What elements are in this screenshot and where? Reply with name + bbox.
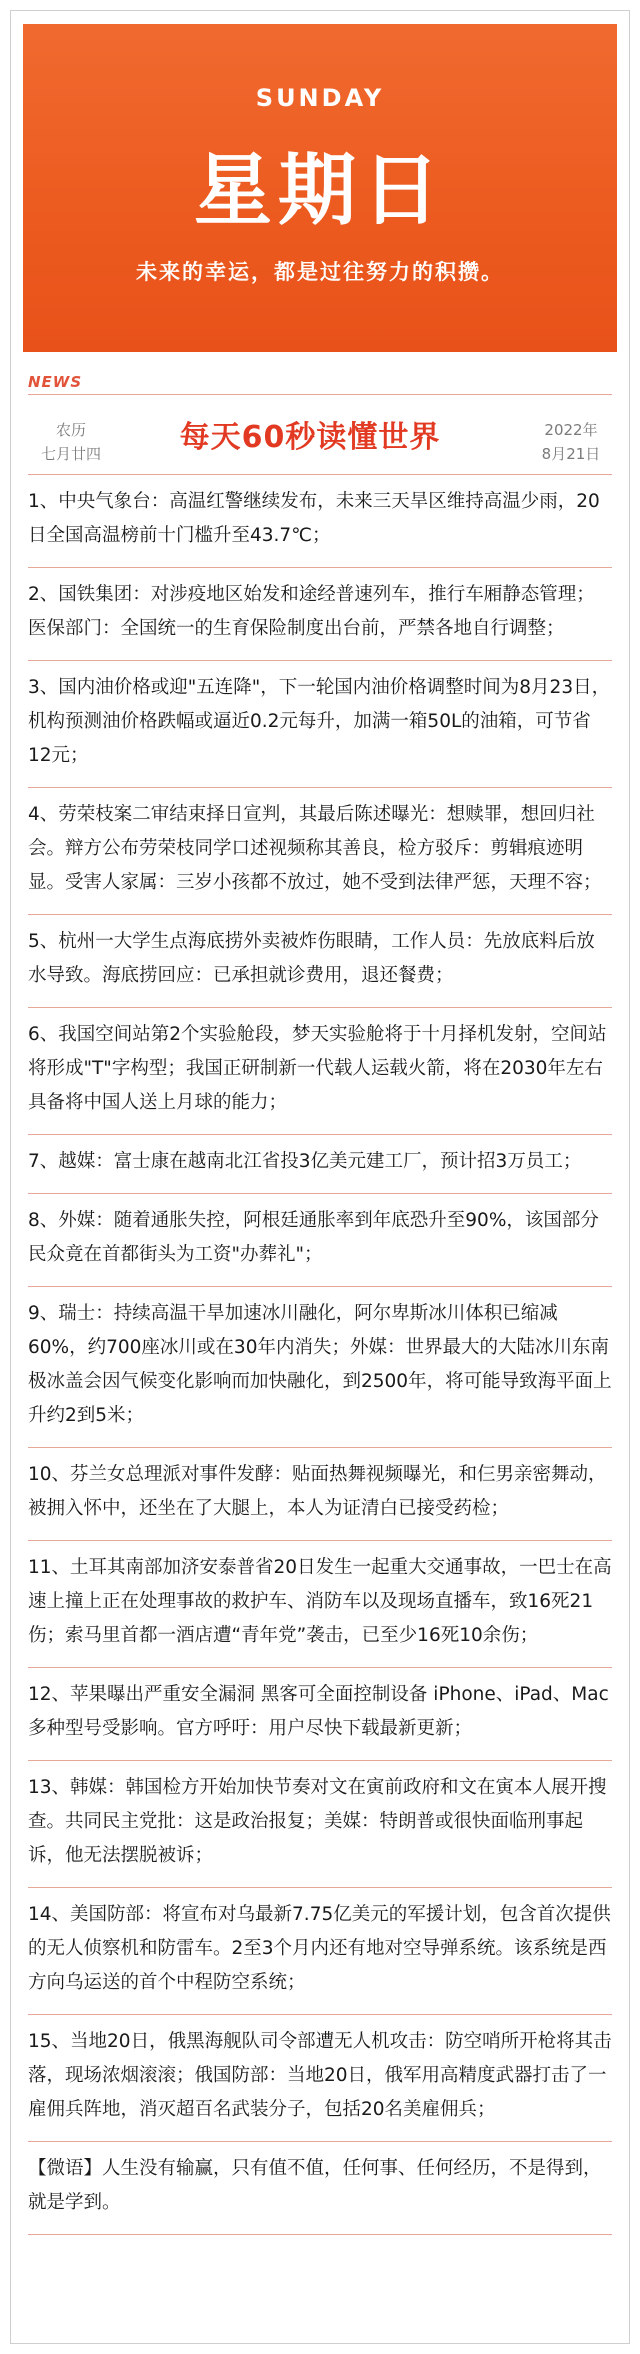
lunar-date: 七月廿四	[40, 445, 101, 463]
solar-year: 2022年	[544, 421, 598, 439]
news-item: 10、芬兰女总理派对事件发酵：贴面热舞视频曝光，和仨男亲密舞动，被拥入怀中，还坐在了大腿上，本人为证清白已接受药检；	[28, 1448, 612, 1541]
news-item: 12、苹果曝出严重安全漏洞 黑客可全面控制设备 iPhone、iPad、Mac多种型号受影响。官方呼吁：用户尽快下载最新更新；	[28, 1668, 612, 1761]
news-item: 8、外媒：随着通胀失控，阿根廷通胀率到年底恐升至90%，该国部分民众竟在首都街头为工资"办葬礼"；	[28, 1194, 612, 1287]
news-item: 5、杭州一大学生点海底捞外卖被炸伤眼睛，工作人员：先放底料后放水导致。海底捞回应：已承担就诊费用，退还餐费；	[28, 915, 612, 1008]
news-list	[28, 474, 612, 2235]
news-item: 9、瑞士：持续高温干旱加速冰川融化，阿尔卑斯冰川体积已缩减60%，约700座冰川或在30年内消失；外媒：世界最大的大陆冰川东南极冰盖会因气候变化影响而加快融化，到2500年，将可能导致海平面上升约2到5米；	[28, 1287, 612, 1448]
news-item: 6、我国空间站第2个实验舱段，梦天实验舱将于十月择机发射，空间站将形成"T"字构型；我国正研制新一代载人运载火箭，将在2030年左右具备将中国人送上月球的能力；	[28, 1008, 612, 1135]
solar-date: 8月21日	[541, 445, 601, 463]
date-banner	[23, 24, 617, 352]
chinese-day: 星期日	[193, 146, 446, 236]
news-item: 1、中央气象台：高温红警继续发布，未来三天旱区维持高温少雨，20日全国高温榜前十门槛升至43.7℃；	[28, 475, 612, 568]
english-day: SUNDAY	[255, 84, 385, 112]
lunar-label: 农历	[55, 421, 86, 439]
news-item: 7、越媒：富士康在越南北江省投3亿美元建工厂，预计招3万员工；	[28, 1135, 612, 1194]
page-title: 每天60秒读懂世界	[179, 420, 441, 455]
news-tag: NEWS	[28, 373, 83, 391]
news-item: 4、劳荣枝案二审结束择日宣判，其最后陈述曝光：想赎罪，想回归社会。辩方公布劳荣枝同学口述视频称其善良，检方驳斥：剪辑痕迹明显。受害人家属：三岁小孩都不放过，她不受到法律严惩，天理不容；	[28, 788, 612, 915]
daily-quote: 【微语】人生没有输赢，只有值不值，任何事、任何经历，不是得到，就是学到。	[28, 2142, 612, 2235]
news-item: 2、国铁集团：对涉疫地区始发和途经普速列车，推行车厢静态管理；医保部门：全国统一的生育保险制度出台前，严禁各地自行调整；	[28, 568, 612, 661]
news-item: 11、土耳其南部加济安泰普省20日发生一起重大交通事故，一巴士在高速上撞上正在处理事故的救护车、消防车以及现场直播车，致16死21伤；索马里首都一酒店遭“青年党”袭击，已至少16死10余伤；	[28, 1541, 612, 1668]
news-item: 3、国内油价格或迎"五连降"，下一轮国内油价格调整时间为8月23日，机构预测油价格跌幅或逼近0.2元每升，加满一箱50L的油箱，可节省12元；	[28, 661, 612, 788]
banner-slogan: 未来的幸运，都是过往努力的积攒。	[136, 260, 504, 284]
news-item: 14、美国防部：将宣布对乌最新7.75亿美元的军援计划，包含首次提供的无人侦察机和防雷车。2至3个月内还有地对空导弹系统。该系统是西方向乌运送的首个中程防空系统；	[28, 1888, 612, 2015]
lunar-date-block	[28, 418, 114, 466]
news-item: 15、当地20日，俄黑海舰队司令部遭无人机攻击：防空哨所开枪将其击落，现场浓烟滚滚；俄国防部：当地20日，俄军用高精度武器打击了一雇佣兵阵地，消灭超百名武装分子，包括20名美雇佣兵；	[28, 2015, 612, 2142]
news-divider	[28, 394, 612, 395]
solar-date-block	[530, 418, 612, 466]
news-item: 13、韩媒：韩国检方开始加快节奏对文在寅前政府和文在寅本人展开搜查。共同民主党批：这是政治报复；美媒：特朗普或很快面临刑事起诉，他无法摆脱被诉；	[28, 1761, 612, 1888]
